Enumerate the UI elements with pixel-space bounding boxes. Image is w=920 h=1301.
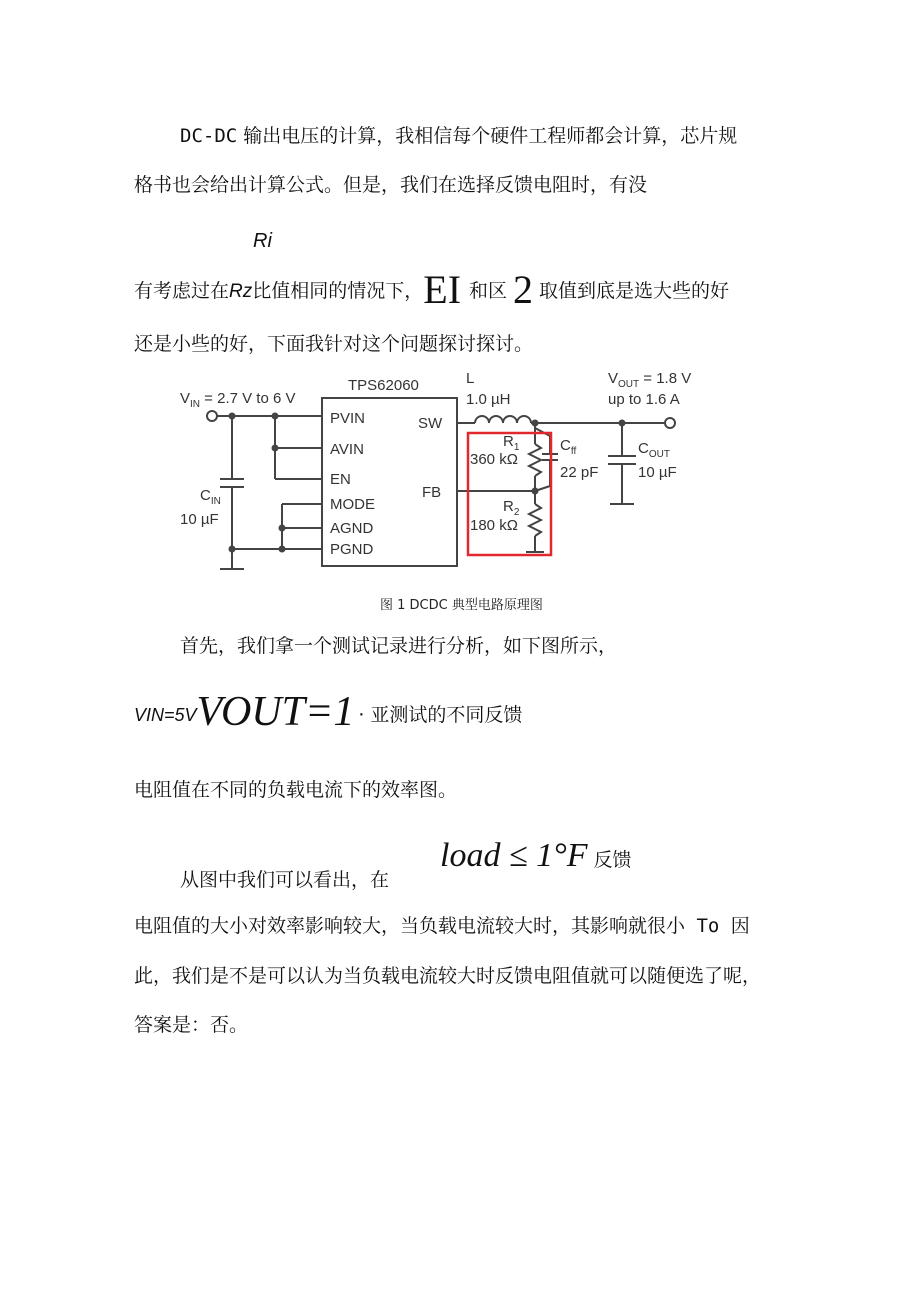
pin-fb: FB (422, 484, 442, 501)
vout-label: $V_{OUT} = 1.8$ V (608, 370, 692, 390)
cff-value: 22 pF (560, 464, 599, 481)
r2-value: 180 kΩ (470, 517, 518, 534)
formula-ei: EI (423, 267, 462, 312)
para2-line2-rest: · 亚测试的不同反馈 (358, 704, 523, 726)
pin-avin: AVIN (330, 441, 364, 458)
cin-label: $C_{IN}$ (200, 487, 221, 507)
cout-value: 10 µF (638, 464, 677, 481)
inductor-value: 1.0 µH (466, 391, 511, 408)
formula-two: 2 (513, 267, 534, 312)
cff-label: $C_{ff}$ (560, 437, 577, 457)
r1-label: $R_1$ (503, 433, 520, 453)
para3-line3: 此，我们是不是可以认为当负载电流较大时反馈电阻值就可以随便选了呢， (134, 965, 762, 987)
para1-line2: 格书也会给出计算公式。但是，我们在选择反馈电阻时，有没 (134, 174, 648, 196)
chip-name: TPS62060 (348, 377, 419, 394)
dcdc-schematic (170, 366, 710, 576)
pin-mode: MODE (330, 496, 375, 513)
pin-en: EN (330, 471, 351, 488)
formula-r1: Ri (253, 230, 272, 252)
vin-label: $V_{IN} = 2.7$ V to 6 V (180, 390, 296, 410)
cin-value: 10 µF (180, 511, 219, 528)
inductor-name: L (466, 370, 475, 387)
pin-pvin: PVIN (330, 410, 366, 427)
dcdc-term: DC-DC (180, 125, 238, 147)
para2-line3: 电阻值在不同的负载电流下的效率图。 (134, 779, 458, 801)
para3-line2-b: 因 (730, 915, 750, 937)
pin-sw: SW (418, 415, 443, 432)
para1-line3 (134, 267, 730, 312)
r2-label: $R_2$ (503, 498, 520, 518)
para2-line2 (134, 690, 522, 734)
para1-line4: 还是小些的好，下面我针对这个问题探讨探讨。 (134, 333, 534, 355)
formula-vin: VIN=5V (134, 705, 197, 725)
pin-agnd: AGND (330, 520, 374, 537)
cout-label: $C_{OUT}$ (638, 440, 670, 460)
para3-line4: 答案是：否。 (134, 1014, 249, 1036)
para1-line3-a: 有考虑过在 (134, 280, 230, 302)
r1-value: 360 kΩ (470, 451, 518, 468)
para3-line2-to: To (685, 915, 731, 937)
para1-line1 (180, 124, 737, 148)
para3-line2 (134, 914, 750, 938)
formula-load-expr: load ≤ 1°F (440, 837, 588, 874)
formula-load (440, 834, 632, 878)
formula-rz: Rz (229, 281, 253, 302)
para1-line3-d: 取值到底是选大些的好 (539, 280, 730, 302)
para1-line3-b: 比值相同的情况下， (252, 280, 424, 302)
pin-pgnd: PGND (330, 541, 374, 558)
para1-line1-text: 输出电压的计算，我相信每个硬件工程师都会计算，芯片规 (237, 125, 738, 147)
para2-line1: 首先，我们拿一个测试记录进行分析，如下图所示， (180, 635, 618, 657)
formula-load-tail: 反馈 (593, 849, 632, 871)
para1-line3-c: 和区 (469, 280, 508, 302)
formula-vout: VOUT=1 (196, 689, 355, 735)
figure-caption: 图 1 DCDC 典型电路原理图 (380, 598, 543, 613)
para3-line2-a: 电阻值的大小对效率影响较大，当负载电流较大时，其影响就很小 (134, 915, 686, 937)
vout-current: up to 1.6 A (608, 391, 680, 408)
para3-line1: 从图中我们可以看出，在 (180, 869, 390, 891)
